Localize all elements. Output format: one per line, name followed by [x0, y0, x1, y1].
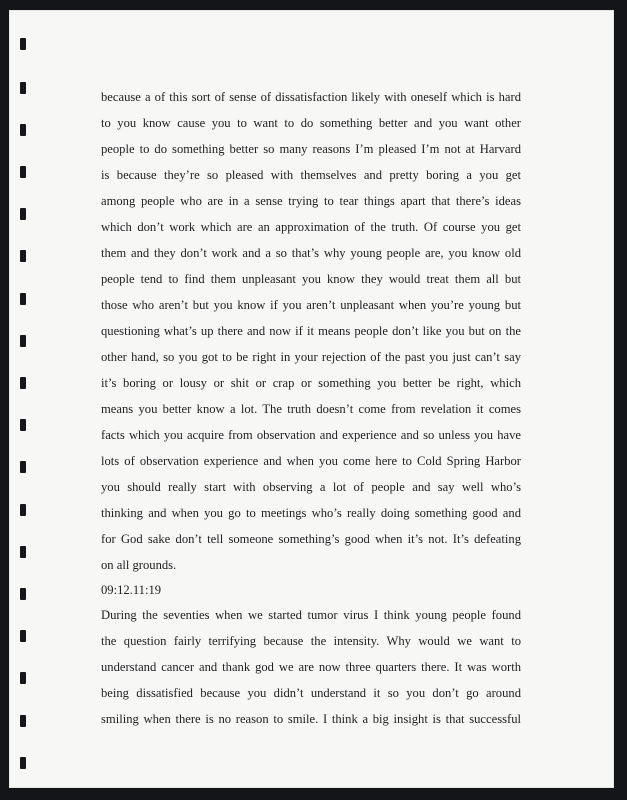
text-line: thinking and when you go to meetings who’s really doing something good and — [101, 506, 521, 520]
binder-hole — [20, 335, 26, 347]
binder-hole — [20, 504, 26, 516]
text-line: for God sake don’t tell someone something’s good when it’s not. It’s defeating — [101, 532, 521, 546]
text-line: them and they don’t work and a so that’s why young people are, you know old — [101, 246, 521, 260]
binder-hole — [20, 419, 26, 431]
binder-hole — [20, 630, 26, 642]
binder-hole — [20, 38, 26, 50]
text-line: those who aren’t but you know if you aren’t unpleasant when you’re young but — [101, 298, 521, 312]
text-line: other hand, so you got to be right in your rejection of the past you just can’t say — [101, 350, 521, 364]
text-line: people to do something better so many reasons I’m pleased I’m not at Harvard — [101, 142, 521, 156]
binder-hole — [20, 461, 26, 473]
binder-hole — [20, 208, 26, 220]
text-line: people tend to find them unpleasant you know they would treat them all but — [101, 272, 521, 286]
binder-hole — [20, 546, 26, 558]
text-line: among people who are in a sense trying to tear things apart that there’s ideas — [101, 194, 521, 208]
binder-hole — [20, 757, 26, 769]
binder-hole — [20, 82, 26, 94]
timestamp: 09:12.11:19 — [101, 583, 162, 597]
text-line: you should really start with observing a lot of people and say well who’s — [101, 480, 521, 494]
text-line: to you know cause you to want to do something better and you want other — [101, 116, 521, 130]
text-line: smiling when there is no reason to smile. I think a big insight is that successful — [101, 712, 521, 726]
text-line: lots of observation experience and when you come here to Cold Spring Harbor — [101, 454, 521, 468]
binder-hole — [20, 293, 26, 305]
text-line: the question fairly terrifying because the intensity. Why would we want to — [101, 634, 521, 648]
binder-hole — [20, 672, 26, 684]
binder-hole — [20, 166, 26, 178]
text-line: because a of this sort of sense of dissatisfaction likely with oneself which is hard — [101, 90, 521, 104]
text-line: means you better know a lot. The truth doesn’t come from revelation it comes — [101, 402, 521, 416]
text-line: on all grounds. — [101, 558, 177, 572]
text-line: it’s boring or lousy or shit or crap or something you better be right, which — [101, 376, 521, 390]
binder-hole — [20, 715, 26, 727]
text-line: understand cancer and thank god we are now three quarters there. It was worth — [101, 660, 521, 674]
text-line: facts which you acquire from observation and experience and so unless you have — [101, 428, 521, 442]
text-line: which don’t work which are an approximation of the truth. Of course you get — [101, 220, 521, 234]
binder-hole — [20, 250, 26, 262]
text-line: being dissatisfied because you didn’t understand it so you don’t go around — [101, 686, 521, 700]
binder-hole — [20, 377, 26, 389]
binder-hole — [20, 124, 26, 136]
binder-holes — [20, 38, 28, 778]
text-line: During the seventies when we started tumor virus I think young people found — [101, 608, 521, 622]
binder-hole — [20, 588, 26, 600]
text-line: questioning what’s up there and now if it means people don’t like you but on the — [101, 324, 521, 338]
text-line: is because they’re so pleased with themselves and pretty boring a you get — [101, 168, 521, 182]
